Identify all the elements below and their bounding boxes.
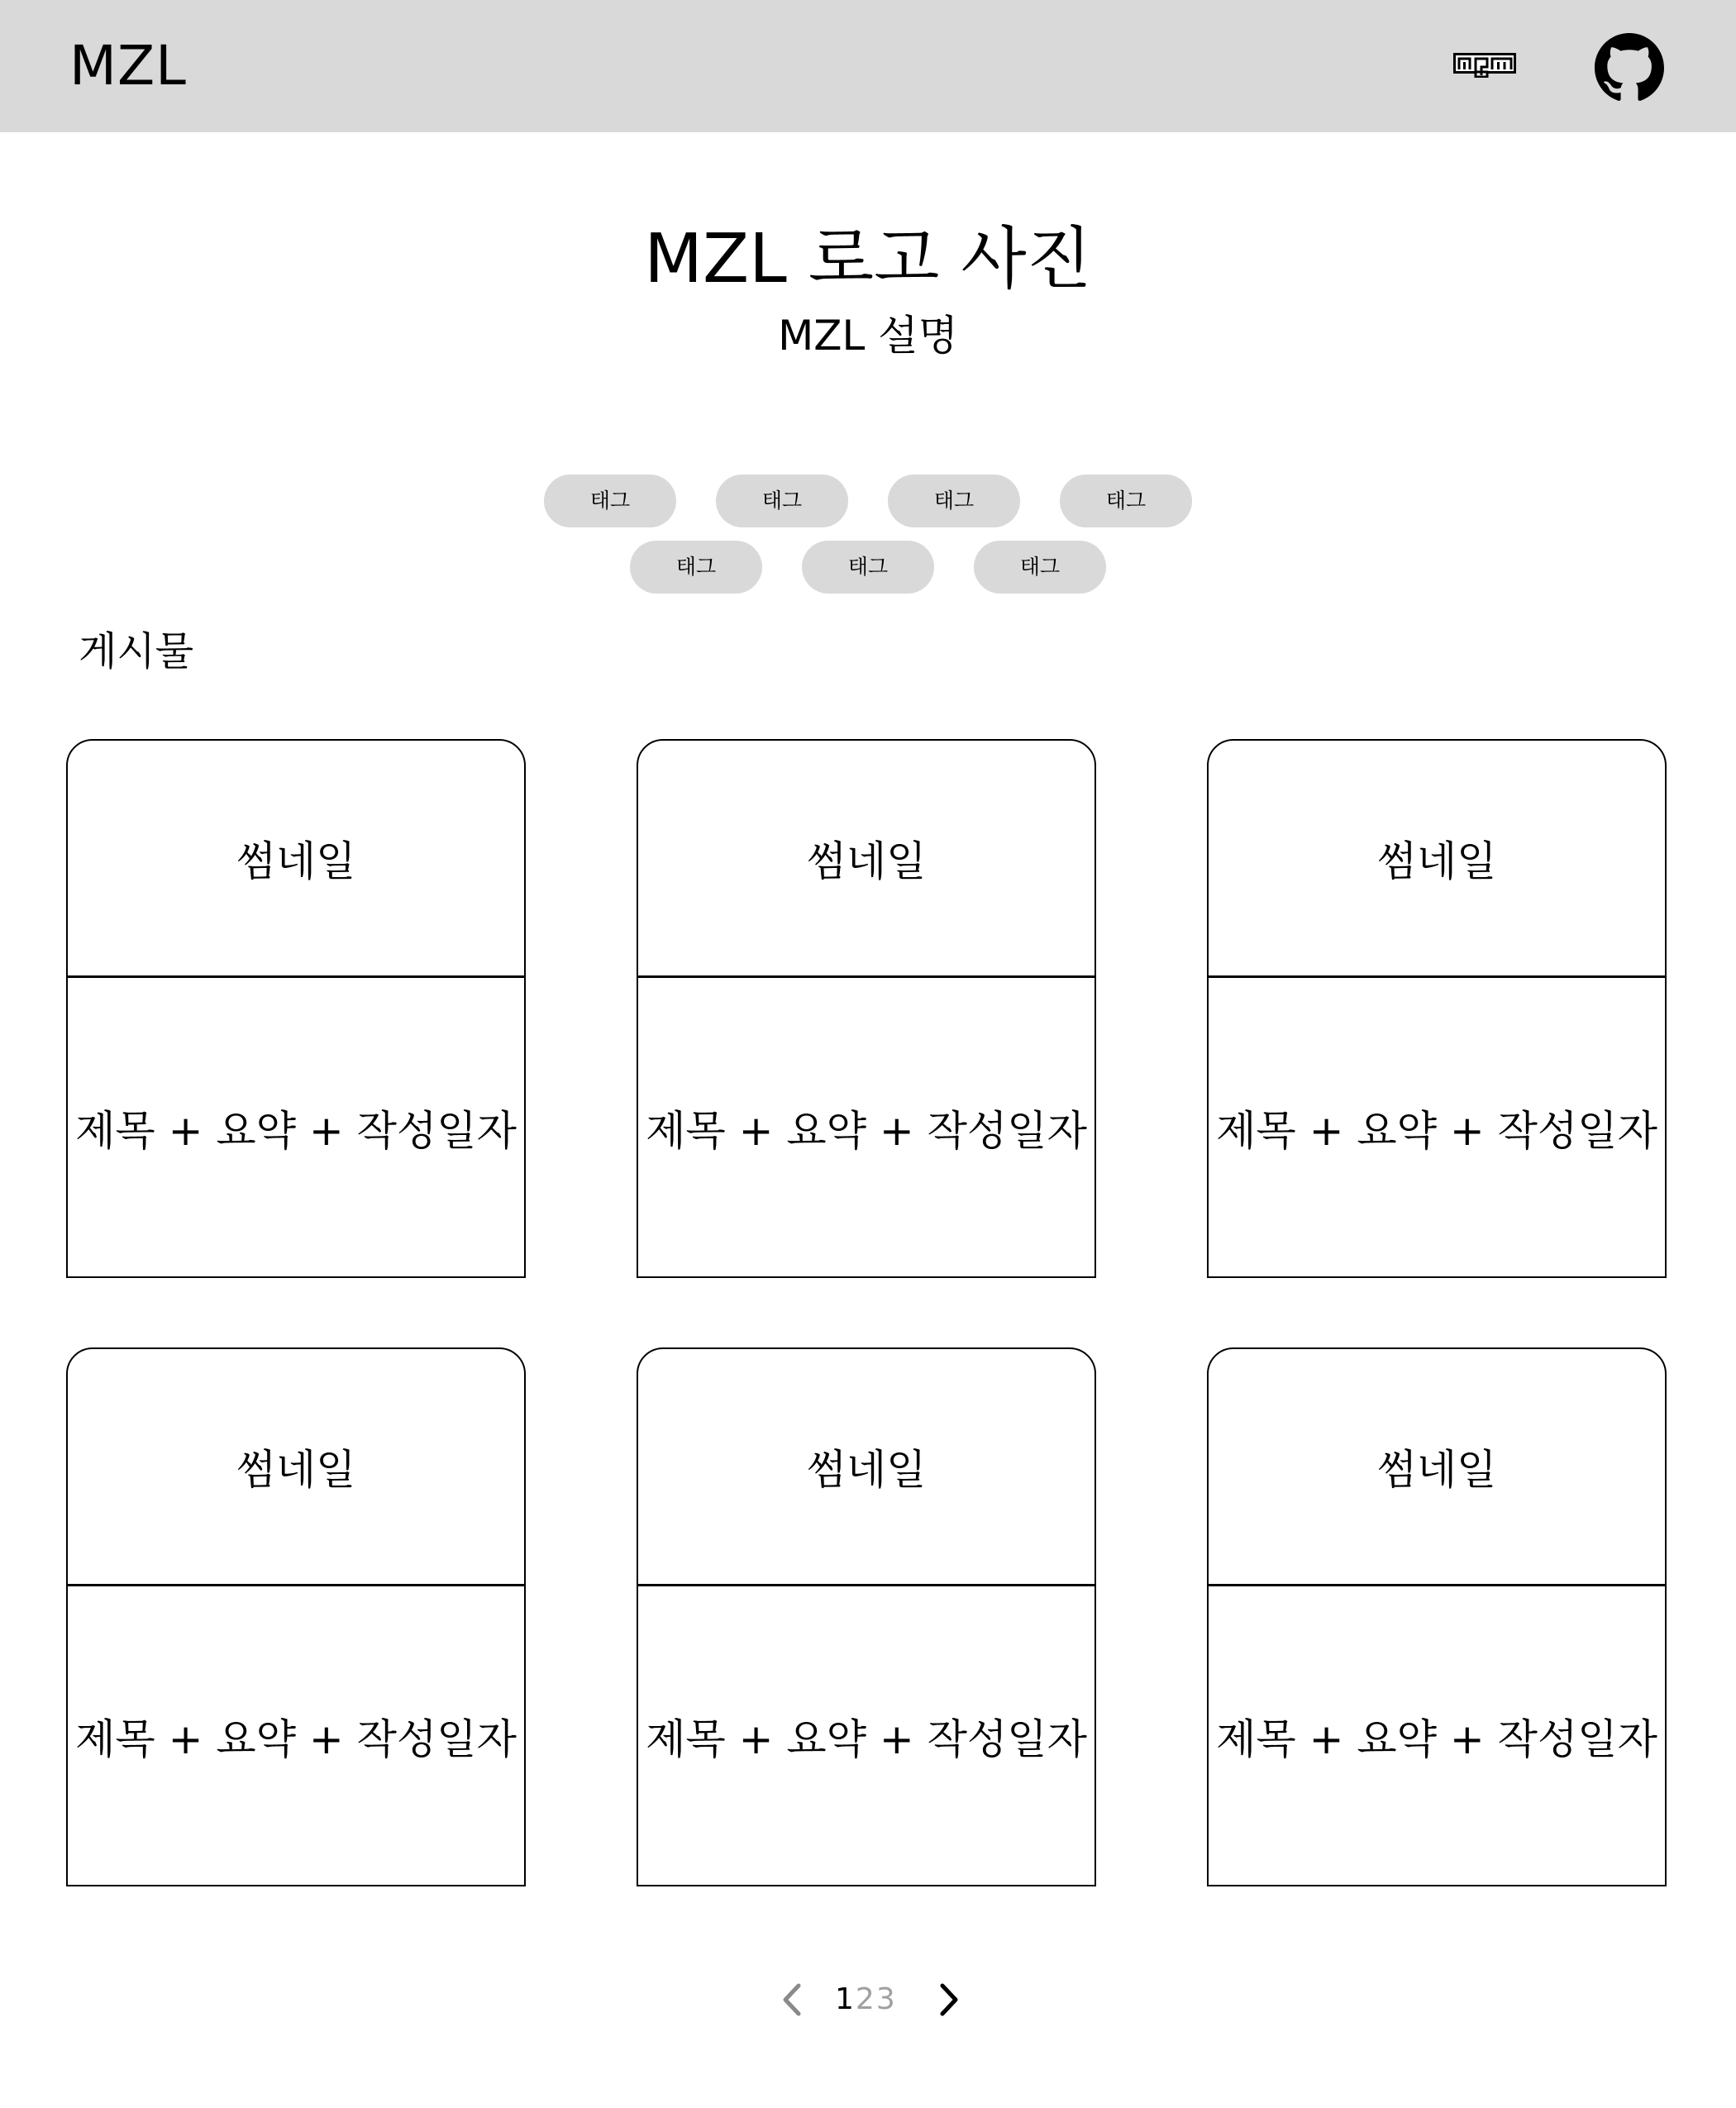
npm-icon[interactable]	[1453, 53, 1516, 78]
tag-chip[interactable]: 태그	[974, 541, 1106, 594]
post-thumbnail: 썸네일	[1209, 741, 1665, 978]
github-icon[interactable]	[1595, 33, 1664, 103]
post-summary: 제목 + 요약 + 작성일자	[646, 1106, 1087, 1155]
post-summary: 제목 + 요약 + 작성일자	[1216, 1715, 1657, 1763]
brand-logo[interactable]: MZL	[69, 34, 187, 98]
tag-chip[interactable]: 태그	[544, 475, 676, 527]
post-card[interactable]	[1207, 1347, 1667, 1886]
post-thumbnail: 썸네일	[638, 1349, 1095, 1586]
pagination	[0, 1971, 1736, 2029]
post-thumbnail: 썸네일	[1209, 1349, 1665, 1586]
post-summary: 제목 + 요약 + 작성일자	[75, 1715, 517, 1763]
tag-chip[interactable]: 태그	[1060, 475, 1192, 527]
tag-chip[interactable]: 태그	[630, 541, 762, 594]
page-number-3[interactable]: 3	[875, 1982, 897, 2016]
tag-chip[interactable]: 태그	[716, 475, 848, 527]
post-summary: 제목 + 요약 + 작성일자	[646, 1715, 1087, 1763]
hero-description: MZL 설명	[778, 312, 958, 360]
post-thumbnail: 썸네일	[638, 741, 1095, 978]
post-summary: 제목 + 요약 + 작성일자	[1216, 1106, 1657, 1155]
chevron-left-icon[interactable]	[775, 1981, 808, 2019]
post-card[interactable]	[66, 1347, 526, 1886]
post-thumbnail: 썸네일	[68, 1349, 524, 1586]
hero-logo-placeholder: MZL 로고 사진	[644, 220, 1092, 298]
page-number-2[interactable]: 2	[855, 1982, 876, 2016]
post-card[interactable]	[66, 739, 526, 1278]
post-card[interactable]	[637, 1347, 1096, 1886]
chevron-right-icon[interactable]	[932, 1981, 966, 2019]
post-card[interactable]	[1207, 739, 1667, 1278]
post-card[interactable]	[637, 739, 1096, 1278]
post-summary: 제목 + 요약 + 작성일자	[75, 1106, 517, 1155]
tag-chip[interactable]: 태그	[888, 475, 1020, 527]
page-numbers	[835, 1971, 897, 2029]
top-header	[0, 0, 1736, 132]
posts-section-title: 게시물	[79, 628, 194, 675]
page-number-1[interactable]: 1	[835, 1982, 856, 2016]
tag-chip[interactable]: 태그	[802, 541, 934, 594]
post-thumbnail: 썸네일	[68, 741, 524, 978]
